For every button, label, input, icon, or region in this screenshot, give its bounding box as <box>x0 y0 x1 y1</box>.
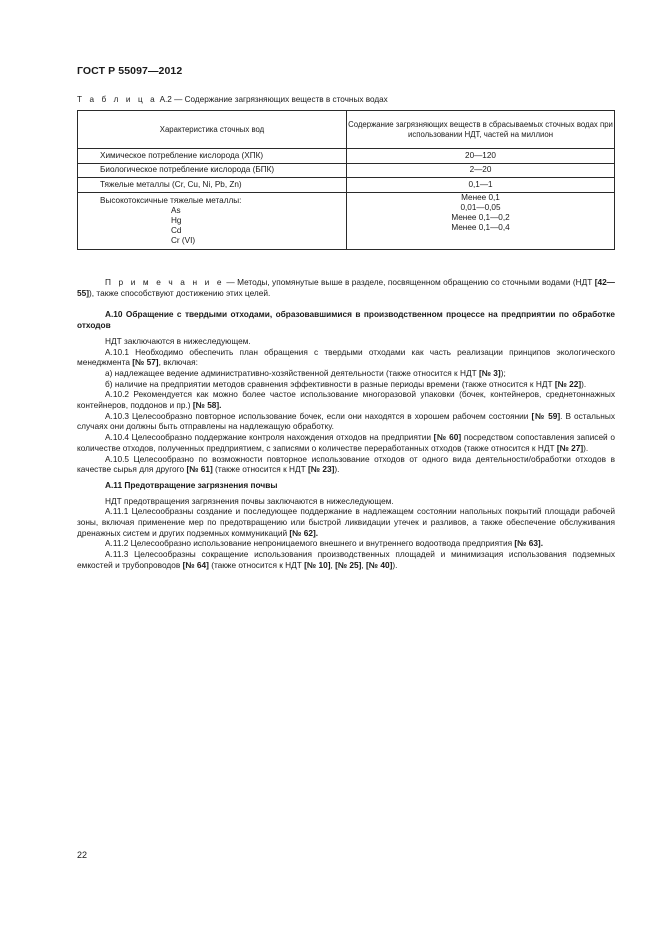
reference: [№ 61] <box>186 464 213 475</box>
reference: [№ 58]. <box>192 400 222 411</box>
reference: [№ 40] <box>366 559 393 570</box>
table-header-row <box>78 111 615 149</box>
metal-value: 0,01—0,05 <box>460 202 501 212</box>
table-caption <box>77 95 388 106</box>
reference: [№ 60] <box>433 432 462 443</box>
metal-name: Cr (VI) <box>171 236 196 246</box>
reference: [№ 27] <box>556 442 584 453</box>
section-a11-heading: А.11 Предотвращение загрязнения почвы <box>105 479 278 490</box>
table-header-content: Содержание загрязняющих веществ в сбрасываемых сточных водах при использовании НДТ, частей на миллион <box>347 111 615 149</box>
table-row-metals <box>78 192 615 249</box>
table-caption-label: Т а б л и ц а <box>77 95 158 104</box>
paragraph: А.10.1 Необходимо обеспечить план обращения с твердыми отходами как часть реализации принципов экологического менеджмента [№ 57], включая: <box>77 346 615 368</box>
list-item: б) наличие на предприятии методов сравнения эффективности в разные периоды времени (также относится к НДТ [№ 22]). <box>105 378 587 389</box>
note-label: П р и м е ч а н и е <box>105 277 225 287</box>
paragraph: А.11.2 Целесообразно использование непроницаемого внешнего и внутреннего водоотвода предприятия [№ 63]. <box>105 538 544 549</box>
metal-value: Менее 0,1—0,4 <box>451 223 510 233</box>
table-cell-value: 20—120 <box>347 149 615 164</box>
table-row <box>78 149 615 164</box>
table-row <box>78 163 615 178</box>
paragraph: А.11.3 Целесообразны сокращение использования производственных площадей и минимизация использования подземных емкостей и трубопроводов [№ 64] (также относится к НДТ [№ 10], [№ 25], [№ 40]). <box>77 549 615 570</box>
paragraph: А.10.3 Целесообразно повторное использование бочек, если они находятся в хорошем рабочем состоянии [№ 59]. В остальных случаях они должны быть отправлены на надлежащую обработку. <box>77 410 615 432</box>
table-row <box>78 178 615 193</box>
reference: [№ 23] <box>308 464 335 475</box>
document-body <box>77 277 615 571</box>
reference: [№ 62]. <box>289 527 319 538</box>
paragraph: А.10.5 Целесообразно по возможности повторное использование отходов от одного вида деятельности/обработки отходов в качестве сырья для другого [№ 61] (также относится к НДТ [№ 23]). <box>77 453 615 475</box>
paragraph: А.11.1 Целесообразны создание и последующее поддержание в надлежащем состоянии напольных покрытий площади рабочей зоны, включая применение мер по предотвращению или быстрой ликвидации утечек и разливов, а также обеспечение обслуживания дренажных систем и других подземных коммуникаций [№ 62]. <box>77 506 615 538</box>
list-item: а) надлежащее ведение административно-хозяйственной деятельности (также относится к НДТ [№ 3]); <box>105 367 506 378</box>
reference: [42—55] <box>77 277 615 298</box>
table-cell-metals <box>78 192 347 249</box>
table-header-characteristic: Характеристика сточных вод <box>78 111 347 149</box>
reference: [№ 25] <box>335 559 362 570</box>
reference: [№ 59] <box>531 410 561 421</box>
table-cell-value: 0,1—1 <box>347 178 615 193</box>
paragraph: А.10.2 Рекомендуется как можно более частое использование многоразовой упаковки (бочек, контейнеров, среднетоннажных контейнеров, поддонов и пр.) [№ 58]. <box>77 389 615 411</box>
reference: [№ 64] <box>182 559 209 570</box>
metal-value: Менее 0,1—0,2 <box>451 212 510 222</box>
table-cell-value: 2—20 <box>347 163 615 178</box>
table-cell-name: Тяжелые металлы (Cr, Cu, Ni, Pb, Zn) <box>78 178 347 193</box>
pollutants-table <box>77 110 615 250</box>
table-caption-text: А.2 — Содержание загрязняющих веществ в сточных водах <box>157 95 388 104</box>
page-number: 22 <box>77 850 88 860</box>
metal-name: Cd <box>171 226 182 236</box>
metal-name: Hg <box>171 215 182 225</box>
metals-title: Высокотоксичные тяжелые металлы: <box>100 195 242 205</box>
reference: [№ 57] <box>132 357 159 368</box>
section-a10-heading: А.10 Обращение с твердыми отходами, образовавшимися в производственном процессе на предприятии по обработке отходов <box>77 309 615 331</box>
reference: [№ 3] <box>478 367 501 378</box>
paragraph: А.10.4 Целесообразно поддержание контроля нахождения отходов на предприятии [№ 60] посредством сопоставления записей о количестве отходов, полученных предприятием, с записями о количестве переработанных отходов (также относится к НДТ [№ 27]). <box>77 432 615 453</box>
reference: [№ 10] <box>304 559 331 570</box>
table-cell-name: Биологическое потребление кислорода (БПК) <box>78 163 347 178</box>
table-note: П р и м е ч а н и е — Методы, упомянутые выше в разделе, посвященном обращению со сточными водами (НДТ [42—55]), также способствуют достижению этих целей. <box>77 277 615 298</box>
reference: [№ 63]. <box>514 538 544 549</box>
paragraph: НДТ предотвращения загрязнения почвы заключаются в нижеследующем. <box>105 495 394 506</box>
metal-name: As <box>171 205 181 215</box>
reference: [№ 22] <box>554 378 582 389</box>
document-header: ГОСТ Р 55097—2012 <box>77 65 183 77</box>
metal-value: Менее 0,1 <box>461 192 500 202</box>
table-cell-metal-values <box>347 192 615 249</box>
paragraph: НДТ заключаются в нижеследующем. <box>105 335 251 346</box>
table-cell-name: Химическое потребление кислорода (ХПК) <box>78 149 347 164</box>
